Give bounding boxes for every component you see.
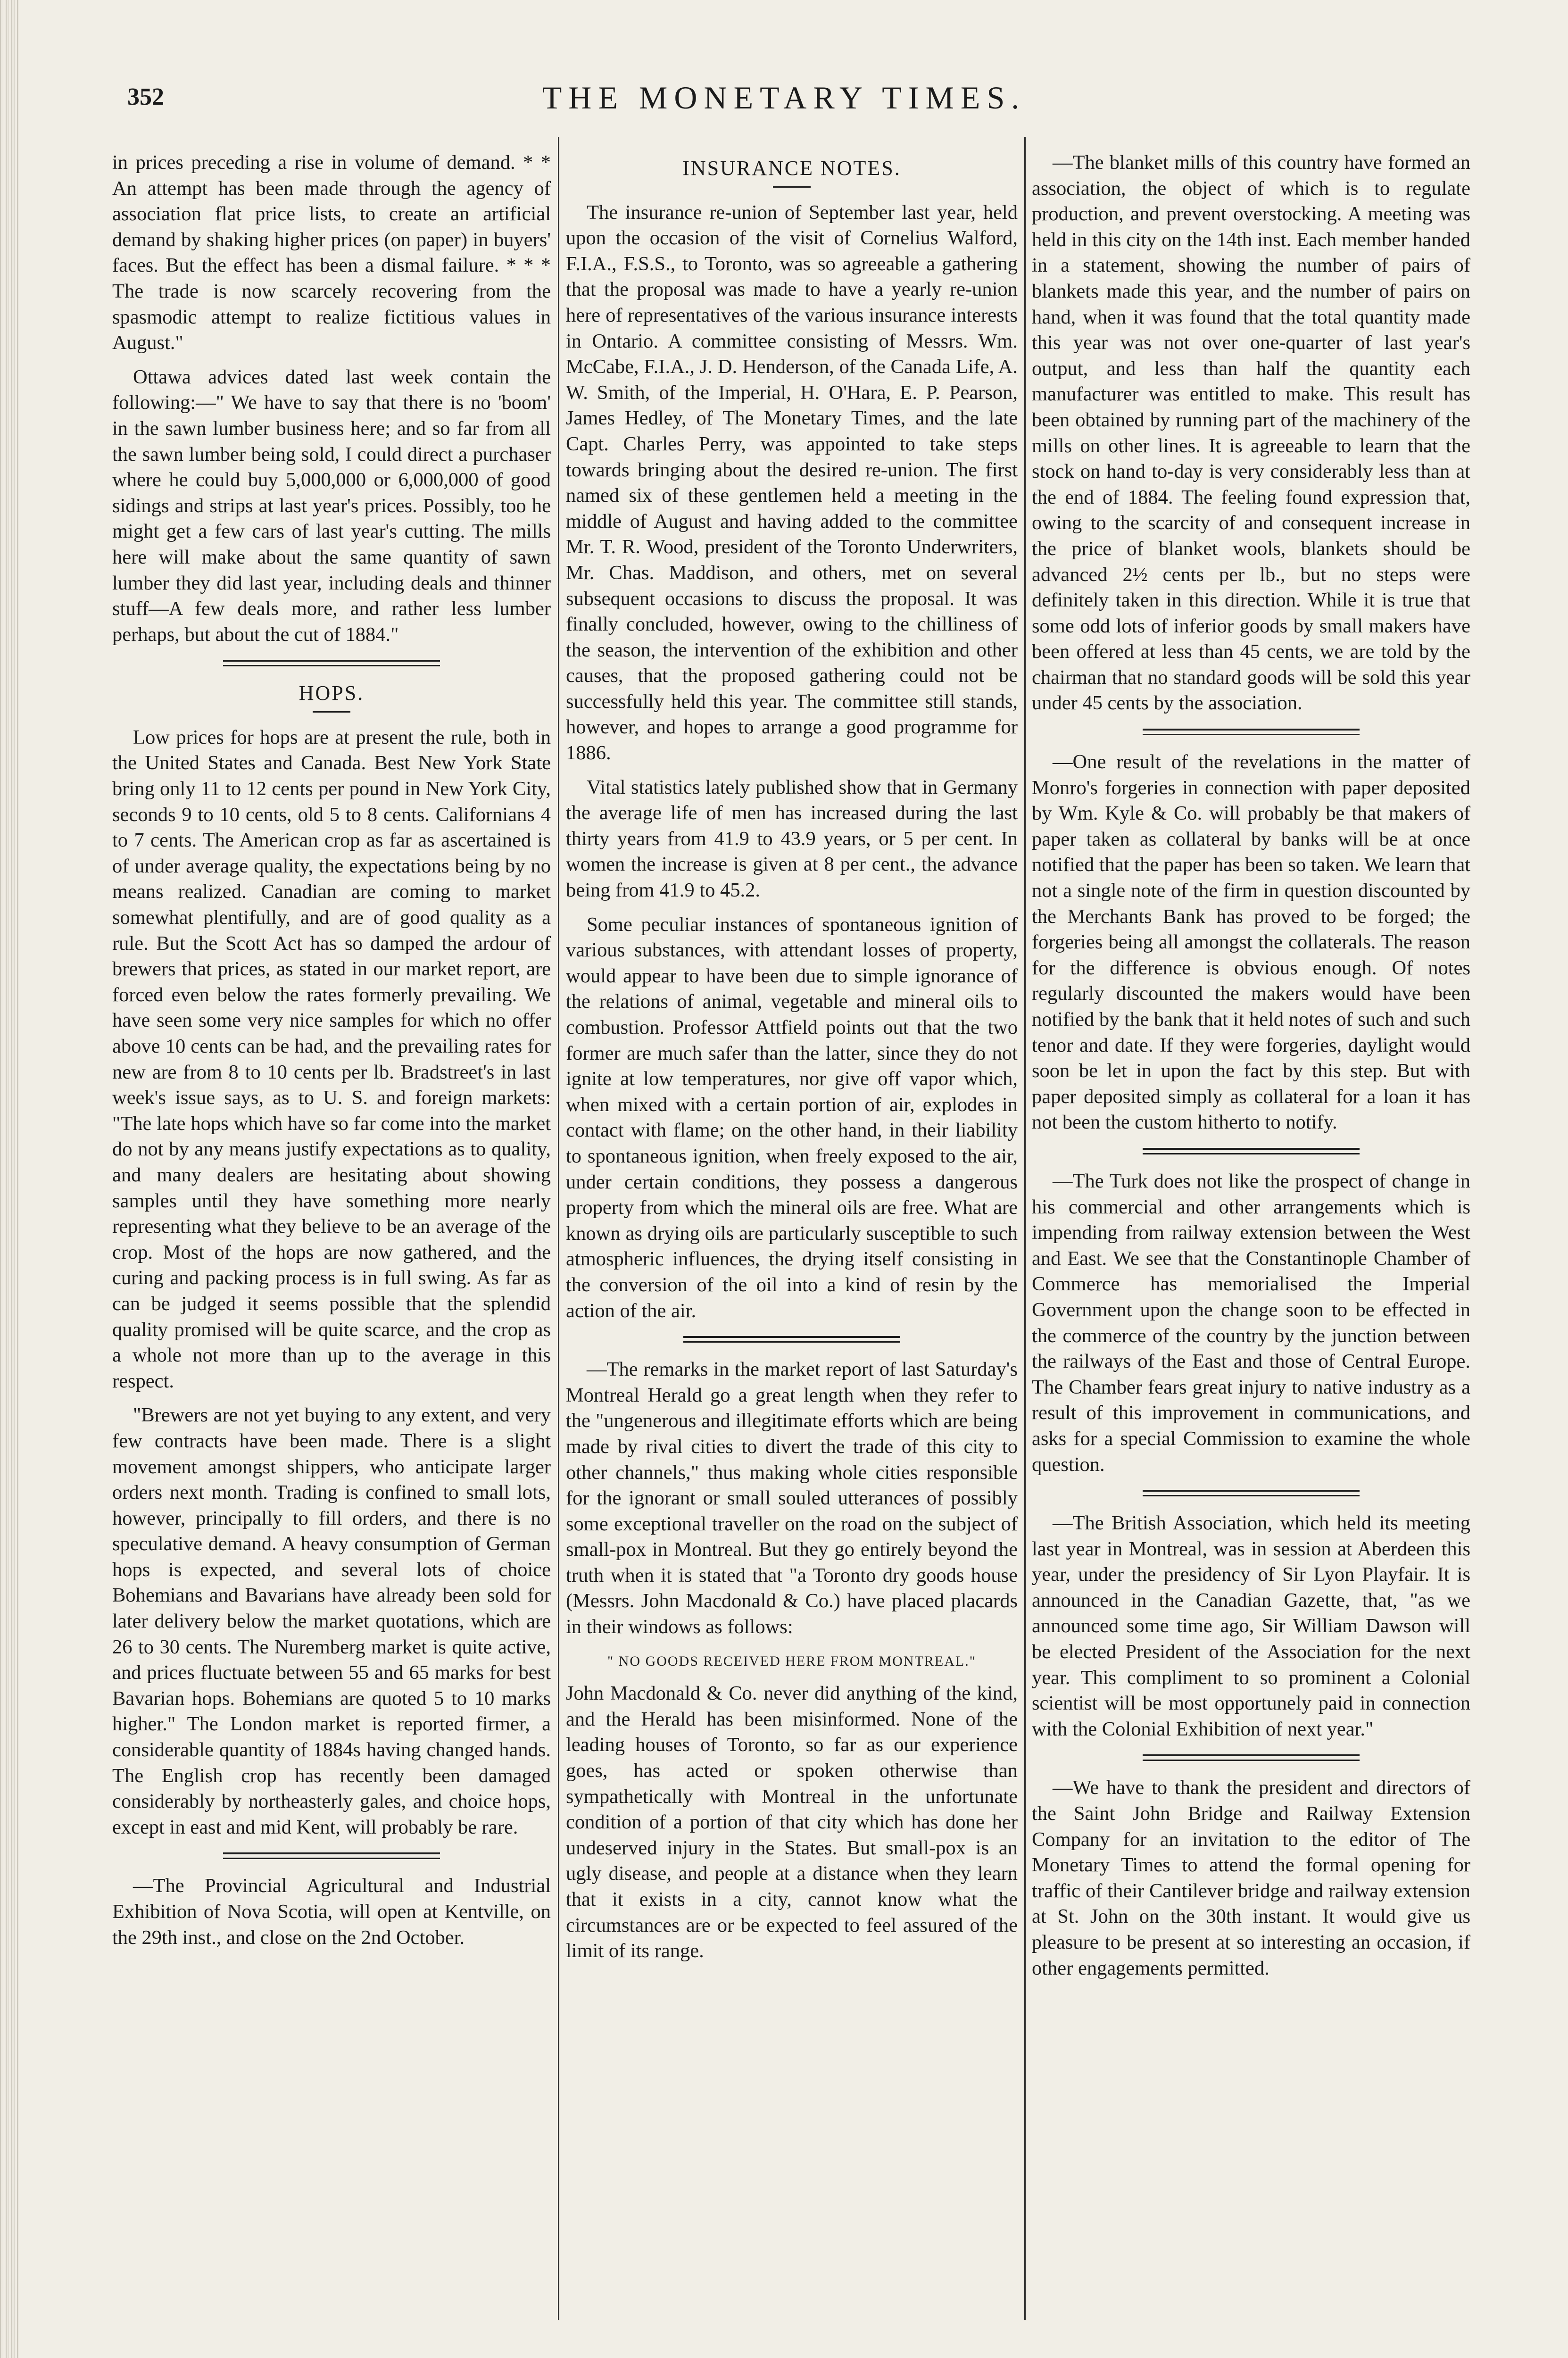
- placard-quote: " NO GOODS RECEIVED HERE FROM MONTREAL.": [607, 1653, 976, 1669]
- article-lumber-continued: in prices preceding a rise in volume of demand. * * An attempt has been made through the agency of association flat price lists, to create an artificial demand by shaking higher prices (on paper) in buyers' faces. But the effect has been a dismal failure. * * * The trade is now scarcely recovering from the spasmodic attempt to realize fictitious values in August.": [112, 151, 551, 354]
- article-turk-railway: —The Turk does not like the prospect of change in his commercial and other arrangements which is impending from railway extension between the West and East. We see that the Constantinople Chamber of Commerce has memorialised the Imperial Government upon the change soon to be effected in the commerce of the country by the junction between the railways of the East and those of Central Europe. The Chamber fears great injury to native industry as a result of this improvement in communications, and asks for a special Commission to examine the whole question.: [1032, 1170, 1470, 1476]
- article-ottawa-lumber: Ottawa advices dated last week contain the following:—" We have to say that there is no 'boom' in the sawn lumber business here; and so far from all the sawn lumber being sold, I could direct a purchaser where he could buy 5,000,000 or 6,000,000 of good sidings and strips at last year's prices. Possibly, too he might get a few cars of last year's cutting. The mills here will make about the same quantity of sawn lumber they did last year, including deals and thinner stuff—A few deals more, and rather less lumber perhaps, but about the cut of 1884.": [112, 365, 551, 646]
- section-divider: [223, 660, 440, 666]
- article-insurance-reunion: The insurance re-union of September last year, held upon the occasion of the visit of Cornelius Walford, F.I.A., F.S.S., to Toronto, was so agreeable a gathering that the proposal was made to have a yearly re-union here of representatives of the various insurance interests in Ontario. A committee consisting of Messrs. Wm. McCabe, F.I.A., J. D. Henderson, of the Canada Life, A. W. Smith, of the Imperial, H. O'Hara, E. P. Pearson, James Hedley, of The Monetary Times, and the late Capt. Charles Perry, was appointed to take steps towards bringing about the desired re-union. The first named six of these gentlemen held a meeting in the middle of August and having added to the committee Mr. T. R. Wood, president of the Toronto Underwriters, Mr. Chas. Maddison, and others, met on several subsequent occasions to discuss the proposal. It was finally concluded, however, owing to the chilliness of the season, the intervention of the exhibition and other causes, that the proposed gathering could not be successfully held this year. The committee still stands, however, and hopes to arrange a good programme for 1886.: [566, 201, 1018, 764]
- section-divider: [1143, 1754, 1360, 1761]
- page-header: [0, 75, 1568, 126]
- article-montreal-herald: —The remarks in the market report of last Saturday's Montreal Herald go a great length when they refer to the "ungenerous and illegitimate efforts which are being made by rival cities to divert the trade of this city to other channels," thus making whole cities responsible for the ignorant or small souled utterances of possibly some exceptional traveller on the road on the subject of small-pox in Montreal. But they go entirely beyond the truth when it is stated that "a Toronto dry goods house (Messrs. John Macdonald & Co.) have placed placards in their windows as follows:: [566, 1358, 1018, 1638]
- article-nova-scotia-exhibition: —The Provincial Agricultural and Industrial Exhibition of Nova Scotia, will open at Kentville, on the 29th inst., and close on the 2nd October.: [112, 1875, 551, 1949]
- article-monro-forgeries: —One result of the revelations in the matter of Monro's forgeries in connection with paper deposited by Wm. Kyle & Co. will probably be that makers of paper taken as collateral by banks will be at once notified that the paper has been so taken. We learn that not a single note of the firm in question discounted by the Merchants Bank has proved to be forged; the forgeries being all amongst the collaterals. The reason for the difference is obvious enough. Of notes regularly discounted the makers would have been notified by the bank that it held notes of such and such tenor and date. If they were forgeries, daylight would soon be let in upon the fact by this step. But with paper deposited simply as collateral for a loan it has not been the custom hitherto to notify.: [1032, 751, 1470, 1134]
- page-number: 352: [127, 83, 164, 110]
- article-saint-john-bridge: —We have to thank the president and directors of the Saint John Bridge and Railway Extension Company for an invitation to the editor of The Monetary Times to attend the formal opening for traffic of their Cantilever bridge and railway extension at St. John on the 30th instant. It would give us pleasure to be present at so interesting an occasion, if other engagements permitted.: [1032, 1777, 1470, 1979]
- section-divider: [683, 1336, 900, 1343]
- section-divider: [223, 1852, 440, 1859]
- column-rule-left: [558, 137, 559, 2320]
- heading-rule: [313, 711, 350, 713]
- section-divider: [1143, 1148, 1360, 1154]
- article-british-association: —The British Association, which held its meeting last year in Montreal, was in session at Aberdeen this year, under the presidency of Sir Lyon Playfair. It is announced in the Canadian Gazette, that, "as we announced some time ago, Sir William Dawson will be elected President of the Association for the next year. This compliment to so prominent a Colonial scientist will be most opportunely paid in connection with the Colonial Exhibition of next year.": [1032, 1512, 1470, 1740]
- article-spontaneous-ignition: Some peculiar instances of spontaneous ignition of various substances, with attendant losses of property, would appear to have been due to simple ignorance of the relations of animal, vegetable and mineral oils to combustion. Professor Attfield points out that the two former are much safer than the latter, since they do not ignite at low temperatures, nor give off vapor which, when mixed with a certain portion of air, explodes in contact with flame; on the other hand, in their liability to spontaneous ignition, when freely exposed to the air, under certain conditions, they possess a dangerous property from which the mineral oils are free. What are known as drying oils are particularly susceptible to such atmospheric influences, the drying itself consisting in the conversion of the oil into a kind of resin by the action of the air.: [566, 913, 1018, 1322]
- section-divider: [1143, 1490, 1360, 1496]
- article-vital-statistics: Vital statistics lately published show that in Germany the average life of men has increased during the last thirty years from 41.9 to 43.9 years, or 5 per cent. In women the increase is given at 8 per cent., the advance being from 41.9 to 45.2.: [566, 776, 1018, 902]
- section-divider: [1143, 729, 1360, 735]
- article-macdonald-response: John Macdonald & Co. never did anything of the kind, and the Herald has been misinformed. None of the leading houses of Toronto, so far as our experience goes, has acted or spoken otherwise than sympathetically with Montreal in the unfortunate condition of a portion of that city which has done her undeserved injury in the States. But small-pox is an ugly disease, and people at a distance when they learn that it exists in a city, cannot know what the circumstances are or be expected to feel assured of the limit of its range.: [566, 1682, 1018, 1962]
- article-hops-brewers: "Brewers are not yet buying to any extent, and very few contracts have been made. There is a slight movement amongst shippers, who anticipate larger orders next month. Trading is confined to small lots, however, principally to fill orders, and there is no speculative demand. A heavy consumption of German hops is expected, and several lots of choice Bohemians and Bavarians have already been sold for later delivery below the market quotations, which are 26 to 30 cents. The Nuremberg market is quite active, and prices fluctuate between 55 and 65 marks for best Bavarian hops. Bohemians are quoted 5 to 10 marks higher." The London market is reported firmer, a considerable quantity of 1884s having changed hands. The English crop has recently been damaged considerably by northeasterly gales, and choice hops, except in east and mid Kent, will probably be rare.: [112, 1404, 551, 1838]
- insurance-notes-heading: INSURANCE NOTES.: [682, 157, 901, 180]
- article-blanket-mills: —The blanket mills of this country have formed an association, the object of which is to regulate production, and prevent overstocking. A meeting was held in this city on the 14th inst. Each member handed in a statement, showing the number of pairs of blankets made this year, and the number of pairs on hand, when it was found that the total quantity made this year was not over one-quarter of last year's output, and less than half the quantity each manufacturer was entitled to make. This result has been obtained by running part of the machinery of the mills on other lines. It is agreeable to learn that the stock on hand to-day is very considerably less than at the end of 1884. The feeling found expression that, owing to the scarcity of and consequent increase in the price of blanket wools, blankets should be advanced 2½ cents per lb., but no steps were definitely taken in this direction. While it is true that some odd lots of inferior goods by small makers have been offered at less than 45 cents, we are told by the chairman that no standard goods will be sold this year under 45 cents by the association.: [1032, 151, 1470, 714]
- running-title: THE MONETARY TIMES.: [542, 80, 1026, 116]
- article-hops-prices: Low prices for hops are at present the rule, both in the United States and Canada. Best New York State bring only 11 to 12 cents per pound in New York City, seconds 9 to 10 cents, old 5 to 8 cents. Californians 4 to 7 cents. The American crop as far as ascertained is of under average quality, the expectations being by no means realized. Canadian are coming to market somewhat plentifully, and are of good quality as a rule. But the Scott Act has so damped the ardour of brewers that prices, as stated in our market report, are forced even below the rates formerly prevailing. We have seen some very nice samples for which no offer above 10 cents can be had, and the prevailing rates for new are from 8 to 10 cents per lb. Bradstreet's in last week's issue says, as to U. S. and foreign markets: "The late hops which have so far come into the market do not by any means justify expectations as to quality, and many dealers are hesitating about showing samples until they have something more nearly representing what they believe to be an average of the crop. Most of the hops are now gathered, and the curing and packing process is in full swing. As far as can be judged it seems possible that the splendid quality promised will be quite scarce, and the crop as a whole not more than up to the average in this respect.: [112, 726, 551, 1392]
- heading-rule: [773, 186, 811, 188]
- column-rule-right: [1024, 137, 1026, 2320]
- binding-edge: [0, 0, 19, 2358]
- column-3: [1032, 150, 1470, 2348]
- hops-heading: HOPS.: [299, 681, 365, 705]
- column-1: [112, 150, 551, 2348]
- column-2: [566, 150, 1018, 2348]
